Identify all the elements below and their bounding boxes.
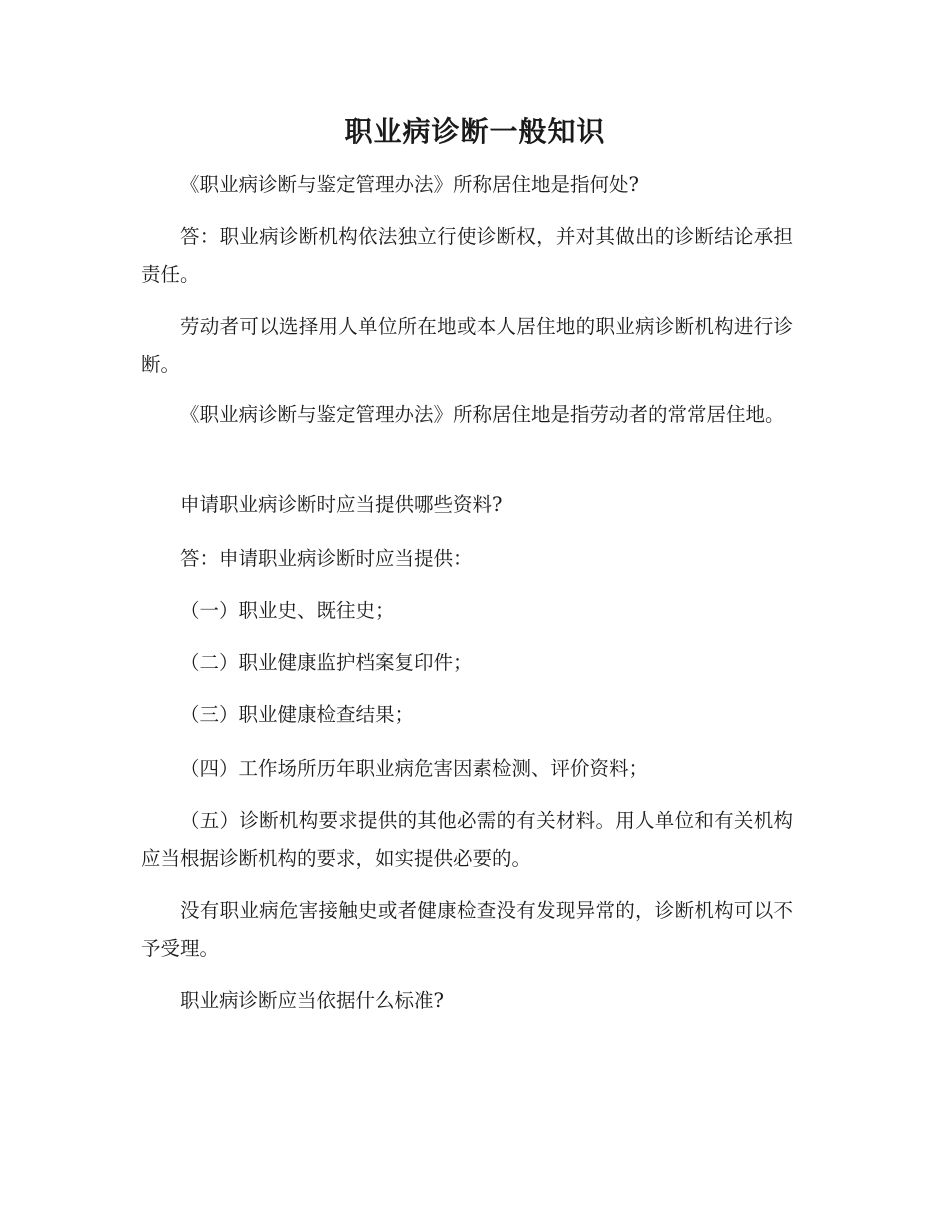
list-item-2: （二）职业健康监护档案复印件； (180, 651, 473, 674)
list-item-4: （四）工作场所历年职业病危害因素检测、评价资料； (180, 757, 649, 780)
paragraph-question-materials: 申请职业病诊断时应当提供哪些资料? (180, 493, 503, 516)
list-item-5: （五）诊断机构要求提供的其他必需的有关材料。用人单位和有关机构应当根据诊断机构的要求，如实提供必要的。 (141, 809, 793, 870)
paragraph-question-standard: 职业病诊断应当依据什么标准? (180, 989, 444, 1012)
list-item-1: （一）职业史、既往史； (180, 599, 395, 622)
list-item-3: （三）职业健康检查结果； (180, 703, 415, 726)
paragraph-diagnosis-location-choice: 劳动者可以选择用人单位所在地或本人居住地的职业病诊断机构进行诊断。 (141, 315, 793, 376)
paragraph-answer-diagnosis-authority: 答：职业病诊断机构依法独立行使诊断权，并对其做出的诊断结论承担责任。 (141, 225, 793, 286)
document-title: 职业病诊断一般知识 (344, 115, 606, 148)
paragraph-residence-definition: 《职业病诊断与鉴定管理办法》所称居住地是指劳动者的常常居住地。 (180, 403, 785, 426)
paragraph-no-acceptance: 没有职业病危害接触史或者健康检查没有发现异常的，诊断机构可以不予受理。 (141, 899, 793, 960)
paragraph-answer-materials-intro: 答：申请职业病诊断时应当提供： (180, 547, 473, 570)
paragraph-question-residence: 《职业病诊断与鉴定管理办法》所称居住地是指何处? (180, 173, 639, 196)
